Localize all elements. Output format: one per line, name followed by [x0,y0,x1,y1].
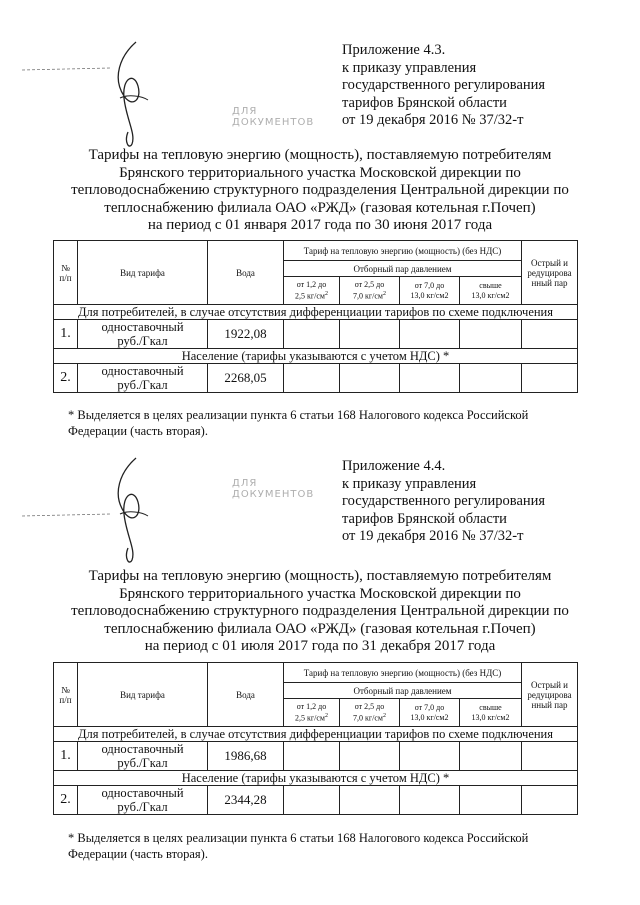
header-pressure-1: от 1,2 до 2,5 $кг/см^2$ [284,277,340,305]
document-title: Тарифы на тепловую энергию (мощность), поставляемую потребителям Брянского территориального участка Московской дирекции по тепловодоснабжению структурного подразделения Центральной дирекции по теплоснабжению филиала ОАО «РЖД» (газовая котельная г.Почеп) на период с 01 июля 2017 года по 31 декабря 2017 года [71,568,569,654]
header-steam: Отборный пар давлением [284,261,522,277]
header-pressure-3: от 7,0 до 13,0 кг/см2 [400,699,460,727]
row-water-value: 2268,05 [208,364,284,393]
table-row [54,742,578,771]
header-num: № п/п [54,241,78,305]
appendix-header: Приложение 4.4. к приказу управления государственного регулирования тарифов Брянской области от 19 декабря 2016 № 37/32-т [342,458,546,544]
header-water: Вода [208,241,284,305]
table-row [54,320,578,349]
group-row-population: Население (тарифы указываются с учетом НДС) * [54,771,578,786]
table-row [54,786,578,815]
appendix-header: Приложение 4.3. к приказу управления государственного регулирования тарифов Брянской области от 19 декабря 2016 № 37/32-т [342,42,546,128]
header-pressure-2: от 2,5 до 7,0 $кг/см^2$ [340,277,400,305]
row-num: 2. [54,786,78,815]
row-num: 1. [54,742,78,771]
tariff-table [53,240,578,393]
header-pressure-3: от 7,0 до 13,0 кг/см2 [400,277,460,305]
header-pressure-4: свыше 13,0 кг/см2 [460,277,522,305]
row-num: 2. [54,364,78,393]
signature-line [22,62,112,81]
header-tariff: Тариф на тепловую энергию (мощность) (без НДС) [284,241,522,261]
row-water-value: 2344,28 [208,786,284,815]
tariff-table [53,662,578,815]
header-steam: Отборный пар давлением [284,683,522,699]
stamp-mark: ДЛЯ ДОКУМЕНТОВ [232,106,315,128]
footnote: * Выделяется в целях реализации пункта 6 статьи 168 Налогового кодекса Российской Федерации (часть вторая). [68,831,529,861]
group-row-consumers: Для потребителей, в случае отсутствия дифференциации тарифов по схеме подключения [54,727,578,742]
header-tariff: Тариф на тепловую энергию (мощность) (без НДС) [284,663,522,683]
handwritten-signature [102,38,162,153]
row-tariff-name: одноставочный руб./Гкал [78,364,208,393]
group-row-consumers: Для потребителей, в случае отсутствия дифференциации тарифов по схеме подключения [54,305,578,320]
header-sharp-steam: Острый и редуцирова нный пар [522,241,578,305]
header-num: № п/п [54,663,78,727]
group-row-population: Население (тарифы указываются с учетом НДС) * [54,349,578,364]
header-pressure-4: свыше 13,0 кг/см2 [460,699,522,727]
header-pressure-1: от 1,2 до 2,5 $кг/см^2$ [284,699,340,727]
document-title: Тарифы на тепловую энергию (мощность), поставляемую потребителям Брянского территориального участка Московской дирекции по тепловодоснабжению структурного подразделения Центральной дирекции по теплоснабжению филиала ОАО «РЖД» (газовая котельная г.Почеп) на период с 01 января 2017 года по 30 июня 2017 года [71,147,569,233]
header-sharp-steam: Острый и редуцирова нный пар [522,663,578,727]
header-pressure-2: от 2,5 до 7,0 $кг/см^2$ [340,699,400,727]
table-row [54,364,578,393]
row-tariff-name: одноставочный руб./Гкал [78,742,208,771]
signature-line [22,508,112,527]
row-water-value: 1986,68 [208,742,284,771]
row-water-value: 1922,08 [208,320,284,349]
header-tariff-type: Вид тарифа [78,241,208,305]
row-num: 1. [54,320,78,349]
row-tariff-name: одноставочный руб./Гкал [78,320,208,349]
header-tariff-type: Вид тарифа [78,663,208,727]
row-tariff-name: одноставочный руб./Гкал [78,786,208,815]
header-water: Вода [208,663,284,727]
stamp-mark: ДЛЯ ДОКУМЕНТОВ [232,478,315,500]
footnote: * Выделяется в целях реализации пункта 6 статьи 168 Налогового кодекса Российской Федерации (часть вторая). [68,408,529,438]
